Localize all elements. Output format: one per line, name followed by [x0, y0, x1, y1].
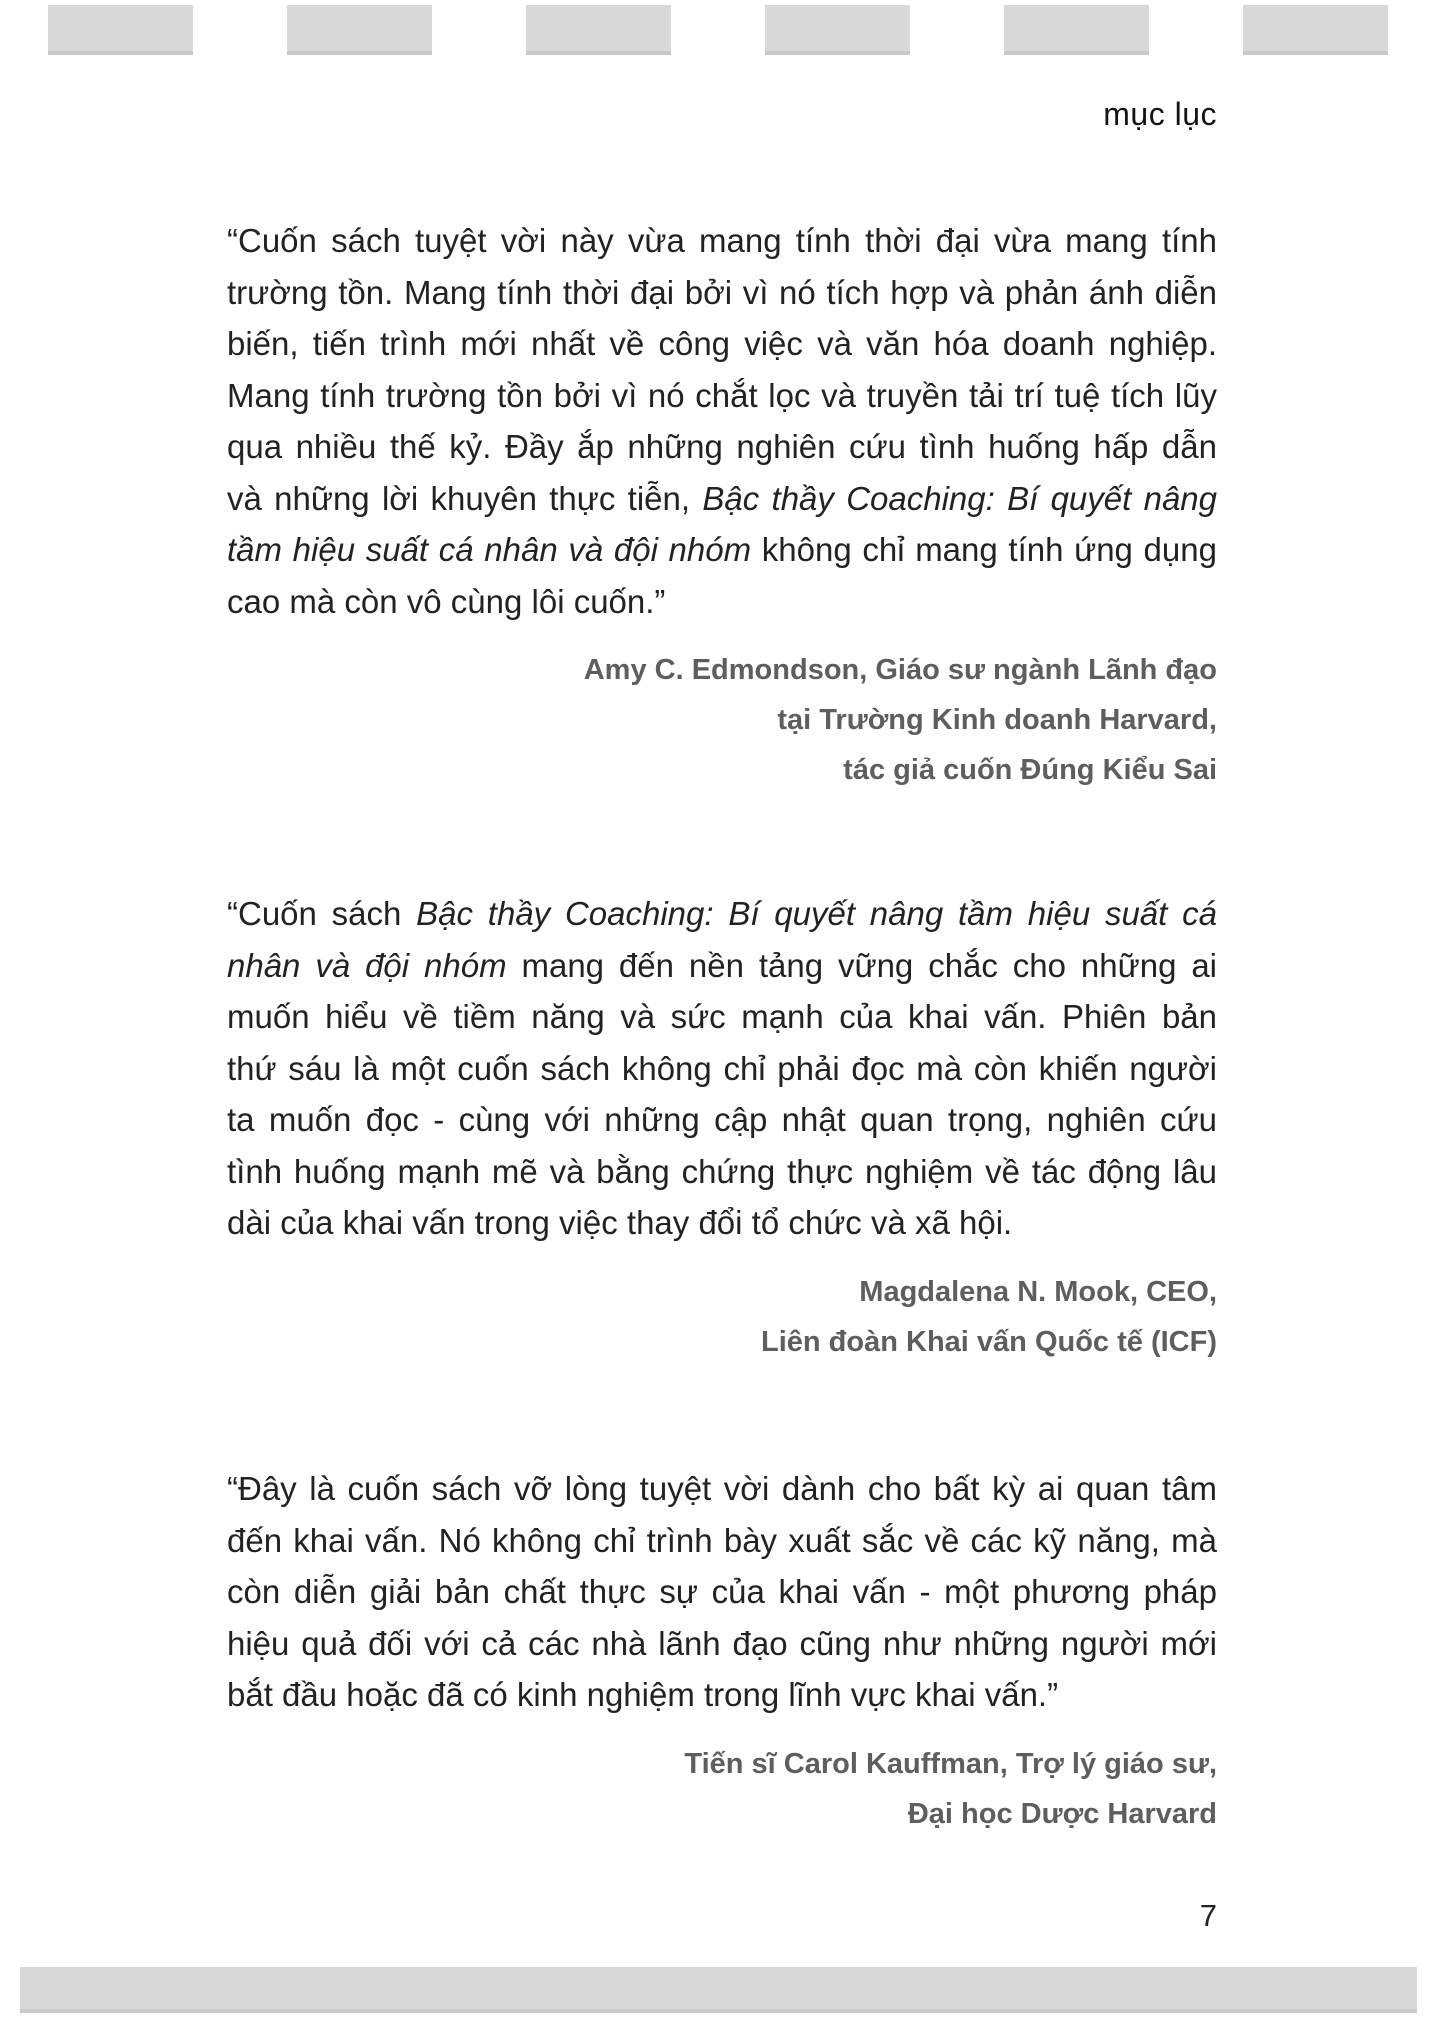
testimonial-quote — [227, 888, 1217, 1249]
film-strip-square — [526, 5, 671, 55]
quote-text: Mang tính trường tồn bởi vì nó chắt lọc và truyền tải trí tuệ tích lũy — [227, 376, 1217, 414]
quote-line — [227, 524, 1217, 576]
film-strip-square — [48, 5, 193, 55]
quote-line — [227, 421, 1217, 473]
running-header: mục lục — [1103, 96, 1217, 132]
film-strip-square — [1243, 5, 1388, 55]
testimonial-attribution — [227, 1267, 1217, 1367]
testimonial-quote — [227, 1463, 1217, 1721]
quote-line — [227, 1618, 1217, 1670]
testimonial-2 — [227, 888, 1217, 1367]
film-strip-square — [287, 5, 432, 55]
quote-line — [227, 473, 1217, 525]
testimonial-3 — [227, 1463, 1217, 1839]
quote-text: hiệu quả đối với cả các nhà lãnh đạo cũng như những người mới — [227, 1624, 1217, 1662]
testimonial-1 — [227, 215, 1217, 795]
quote-line — [227, 1146, 1217, 1198]
book-title-italic: Bậc thầy Coaching: Bí quyết nâng tầm hiệu suất cá — [416, 895, 1217, 932]
quote-line — [227, 1463, 1217, 1515]
quote-text: bắt đầu hoặc đã có kinh nghiệm trong lĩnh vực khai vấn.” — [227, 1676, 1059, 1713]
attribution-line: Đại học Dược Harvard — [907, 1797, 1217, 1830]
quote-line — [227, 215, 1217, 267]
quote-line — [227, 1566, 1217, 1618]
quote-text: không chỉ mang tính ứng dụng — [751, 531, 1217, 568]
quote-text: trường tồn. Mang tính thời đại bởi vì nó tích hợp và phản ánh diễn — [227, 273, 1217, 311]
quote-line — [227, 940, 1217, 992]
quote-line — [227, 1043, 1217, 1095]
quote-text: tình huống mạnh mẽ và bằng chứng thực nghiệm về tác động lâu — [227, 1152, 1217, 1190]
quote-text: đến khai vấn. Nó không chỉ trình bày xuất sắc về các kỹ năng, mà — [227, 1521, 1217, 1559]
testimonial-attribution — [227, 1739, 1217, 1839]
film-strip-square — [1004, 5, 1149, 55]
quote-line — [227, 267, 1217, 319]
attribution-line: tại Trường Kinh doanh Harvard, — [777, 704, 1217, 736]
quote-text: “Đây là cuốn sách vỡ lòng tuyệt vời dành cho bất kỳ ai quan tâm — [227, 1470, 1217, 1507]
quote-text: ta muốn đọc - cùng với những cập nhật quan trọng, nghiên cứu — [227, 1101, 1217, 1138]
quote-line — [227, 1515, 1217, 1567]
quote-line — [227, 991, 1217, 1043]
quote-text: muốn hiểu về tiềm năng và sức mạnh của khai vấn. Phiên bản — [227, 998, 1217, 1035]
book-title-italic: tầm hiệu suất cá nhân và đội nhóm — [227, 531, 752, 568]
page-number: 7 — [1199, 1898, 1217, 1933]
testimonial-attribution — [227, 645, 1217, 795]
quote-text: và những lời khuyên thực tiễn, — [227, 479, 703, 517]
quote-line — [227, 1197, 1217, 1249]
quote-text: thứ sáu là một cuốn sách không chỉ phải đọc mà còn khiến người — [227, 1049, 1217, 1087]
attribution-line: Tiến sĩ Carol Kauffman, Trợ lý giáo sư, — [684, 1747, 1217, 1780]
quote-text: qua nhiều thế kỷ. Đầy ắp những nghiên cứu tình huống hấp dẫn — [227, 428, 1217, 465]
quote-line — [227, 1669, 1217, 1721]
book-title-italic: nhân và đội nhóm — [227, 946, 507, 984]
quote-line — [227, 318, 1217, 370]
quote-text: “Cuốn sách — [227, 895, 417, 932]
quote-text: “Cuốn sách tuyệt vời này vừa mang tính thời đại vừa mang tính — [227, 222, 1217, 259]
testimonial-quote — [227, 215, 1217, 627]
quote-line — [227, 1094, 1217, 1146]
book-title-italic: Bậc thầy Coaching: Bí quyết nâng — [702, 479, 1218, 517]
quote-line — [227, 576, 1217, 628]
quote-line — [227, 370, 1217, 422]
quote-line — [227, 888, 1217, 940]
quote-text: cao mà còn vô cùng lôi cuốn.” — [227, 582, 666, 620]
quote-text: còn diễn giải bản chất thực sự của khai vấn - một phương pháp — [227, 1573, 1217, 1610]
attribution-line: Amy C. Edmondson, Giáo sư ngành Lãnh đạo — [583, 654, 1217, 686]
film-strip-square — [765, 5, 910, 55]
quote-text: dài của khai vấn trong việc thay đổi tổ chức và xã hội. — [227, 1204, 1013, 1241]
quote-text: mang đến nền tảng vững chắc cho những ai — [506, 946, 1218, 984]
quote-text: biến, tiến trình mới nhất về công việc và văn hóa doanh nghiệp. — [227, 325, 1217, 362]
attribution-line: Liên đoàn Khai vấn Quốc tế (ICF) — [761, 1325, 1217, 1358]
bottom-decoration-bar — [20, 1967, 1417, 2013]
attribution-line: tác giả cuốn Đúng Kiểu Sai — [843, 754, 1217, 786]
attribution-line: Magdalena N. Mook, CEO, — [859, 1275, 1217, 1308]
